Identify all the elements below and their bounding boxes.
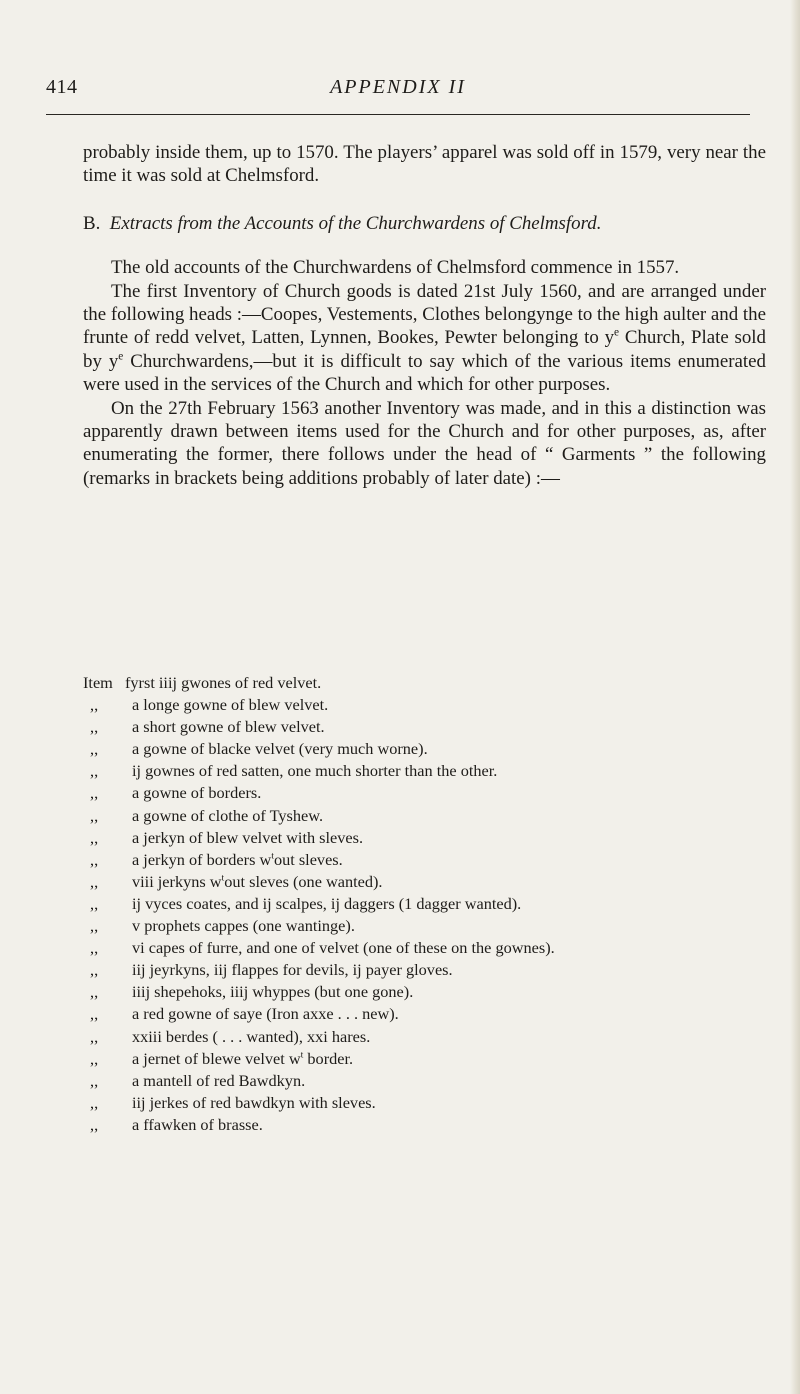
item-text: a jernet of blewe velvet $w^t$ border. [132, 1048, 354, 1068]
item-text: a gowne of clothe of Tyshew. [132, 805, 324, 825]
inventory-item [83, 981, 766, 1003]
ditto-mark: ,, [90, 783, 99, 803]
section-label: B. [83, 212, 101, 234]
item-text: iij jerkes of red bawdkyn with sleves. [132, 1092, 376, 1112]
inventory-item [83, 782, 766, 804]
item-text: a longe gowne of blew velvet. [132, 695, 329, 715]
item-text: a ffawken of brasse. [132, 1114, 263, 1134]
page-edge-shadow [790, 0, 800, 1394]
inventory-item [83, 738, 766, 760]
inventory-item [83, 1003, 766, 1025]
ditto-mark: ,, [90, 805, 99, 825]
section-title: Extracts from the Accounts of the Churchwardens of Chelmsford. [109, 212, 602, 234]
inventory-item [83, 1048, 766, 1070]
ditto-mark: ,, [90, 916, 99, 936]
inventory-item [83, 871, 766, 893]
ditto-mark: ,, [90, 695, 99, 715]
item-text: a mantell of red Bawdkyn. [132, 1070, 306, 1090]
paragraph-4: On the 27th February 1563 another Inventory was made, and in this a distinction was apparently drawn between items used for the Church and for other purposes, as, after enumerating the former, there follows under the head of “ Garments ” the following (remarks in brackets being additions probably of later date) :— [83, 397, 766, 489]
item-text: a gowne of blacke velvet (very much worne). [132, 739, 428, 759]
item-text: iiij shepehoks, iiij whyppes (but one gone). [132, 982, 414, 1002]
page-number: 414 [46, 76, 78, 98]
inventory-item [83, 760, 766, 782]
ditto-mark: ,, [90, 893, 99, 913]
item-text: a jerkyn of borders $w^tout$ sleves. [132, 849, 343, 869]
inventory-item [83, 1092, 766, 1114]
paragraph-3: The first Inventory of Church goods is dated 21st July 1560, and are arranged under the following heads :—Coopes, Vestements, Clothes belongynge to the high aulter and the frunte of redd velvet, Latten, Lynnen, Bookes, Pewter belonging to $y^e$ Church, Plate sold by $y^e$ Churchwardens,—but it is difficult to say which of the various items enumerated were used in the services of the Church and which for other purposes. [83, 280, 766, 396]
inventory-item [83, 1026, 766, 1048]
inventory-item [83, 959, 766, 981]
paragraph-2: The old accounts of the Churchwardens of Chelmsford commence in 1557. [111, 257, 680, 279]
ditto-mark: ,, [90, 1048, 99, 1068]
ditto-mark: ,, [90, 960, 99, 980]
inventory-item [83, 1070, 766, 1092]
inventory-item [83, 716, 766, 738]
ditto-mark: ,, [90, 827, 99, 847]
inventory-item [83, 849, 766, 871]
item-label: Item [83, 673, 113, 692]
inventory-list [83, 672, 766, 1136]
item-text: a jerkyn of blew velvet with sleves. [132, 827, 364, 847]
ditto-mark: ,, [90, 938, 99, 958]
ditto-mark: ,, [90, 849, 99, 869]
ditto-mark: ,, [90, 982, 99, 1002]
running-title: APPENDIX II [330, 76, 466, 98]
ditto-mark: ,, [90, 1004, 99, 1024]
ditto-mark: ,, [90, 1070, 99, 1090]
inventory-item [83, 915, 766, 937]
item-text: a red gowne of saye (Iron axxe . . . new). [132, 1004, 399, 1024]
inventory-item [83, 937, 766, 959]
inventory-item [83, 805, 766, 827]
item-text: vi capes of furre, and one of velvet (one of these on the gownes). [132, 938, 555, 958]
inventory-item [83, 1114, 766, 1136]
body-text [83, 141, 766, 490]
item-text: iij jeyrkyns, iij flappes for devils, ij payer gloves. [132, 960, 453, 980]
paragraph-1: probably inside them, up to 1570. The players’ apparel was sold off in 1579, very near the time it was sold at Chelmsford. [83, 142, 766, 187]
section-heading [83, 212, 766, 235]
item-text: ij vyces coates, and ij scalpes, ij daggers (1 dagger wanted). [132, 893, 522, 913]
ditto-mark: ,, [90, 1114, 99, 1134]
ditto-mark: ,, [90, 761, 99, 781]
ditto-mark: ,, [90, 739, 99, 759]
item-text: ij gownes of red satten, one much shorter than the other. [132, 761, 498, 781]
page-header [46, 74, 750, 114]
header-rule [46, 114, 750, 115]
item-text: xxiii berdes ( . . . wanted), xxi hares. [132, 1026, 371, 1046]
ditto-mark: ,, [90, 871, 99, 891]
item-text: a gowne of borders. [132, 783, 262, 803]
item-text: a short gowne of blew velvet. [132, 717, 325, 737]
ditto-mark: ,, [90, 717, 99, 737]
item-text: viii jerkyns $w^tout$ sleves (one wanted). [132, 871, 383, 891]
inventory-item [83, 672, 766, 694]
ditto-mark: ,, [90, 1092, 99, 1112]
inventory-item [83, 827, 766, 849]
item-text: v prophets cappes (one wantinge). [132, 916, 355, 936]
item-text: fyrst iiij gwones of red velvet. [125, 673, 322, 692]
inventory-item [83, 694, 766, 716]
ditto-mark: ,, [90, 1026, 99, 1046]
inventory-item [83, 893, 766, 915]
